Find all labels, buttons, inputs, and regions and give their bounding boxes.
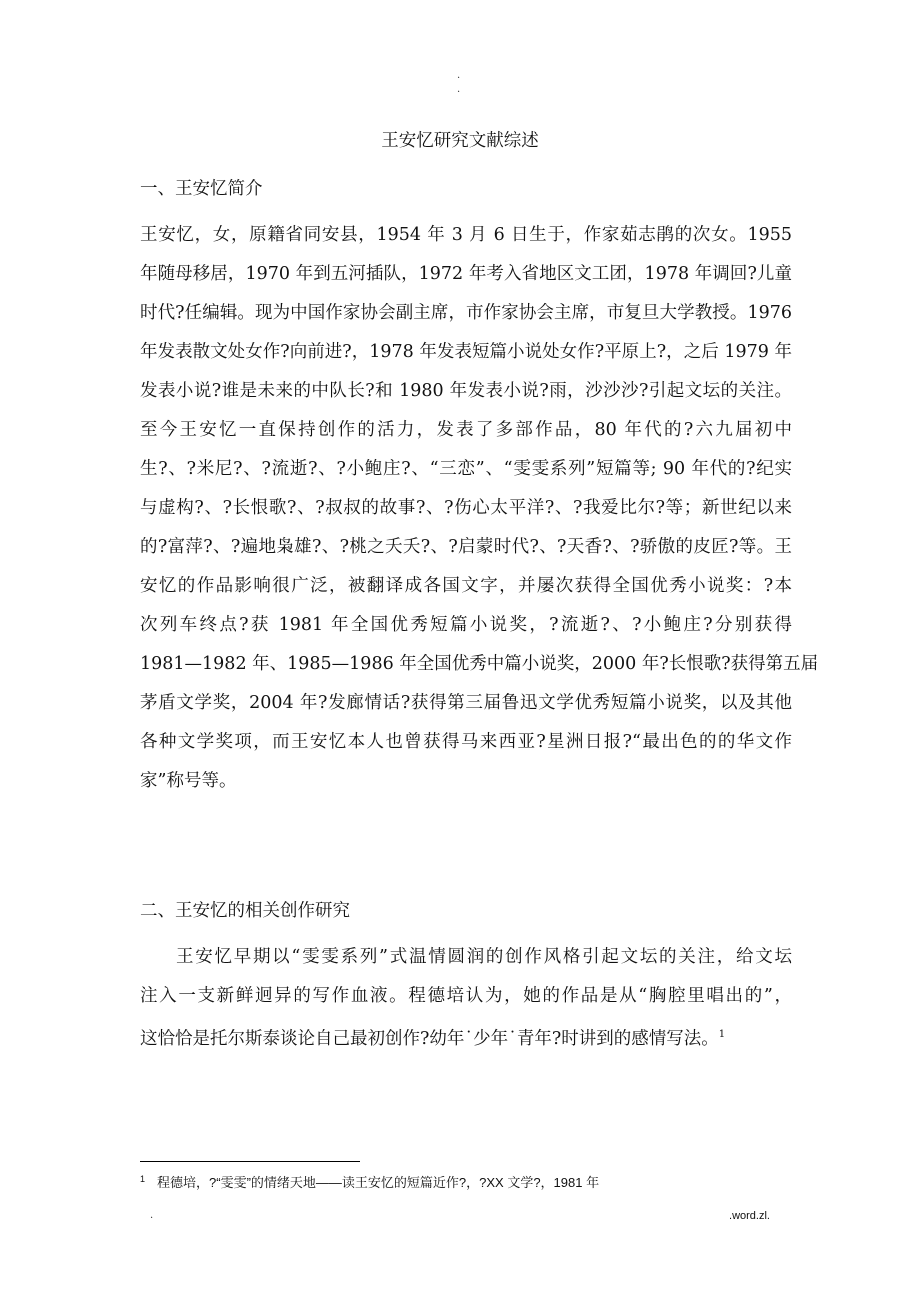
header-mark: . [457,84,461,95]
text-line [140,1024,792,1050]
text-line [140,653,819,675]
text-line-content: 各种文学奖项，而王安忆本人也曾获得马来西亚?星洲日报?“最出色的的华文作 [140,732,792,752]
text-line-content: 时代?任编辑。现为中国作家协会副主席，市作家协会主席，市复旦大学教授。1976 [140,303,792,323]
text-line-content: 安忆的作品影响很广泛，被翻译成各国文字，并屡次获得全国优秀小说奖：?本 [140,576,792,596]
text-line [140,458,792,480]
text-line-content: 次列车终点?获 1981 年全国优秀短篇小说奖，?流逝?、?小鲍庄?分别获得 [140,615,792,635]
text-line-content: 至今王安忆一直保持创作的活力，发表了多部作品，80 年代的?六九届初中 [140,420,792,440]
text-line [140,614,792,636]
text-line [140,341,792,363]
text-line-content: 王安忆早期以“雯雯系列”式温情圆润的创作风格引起文坛的关注，给文坛 [176,947,792,967]
text-line [140,380,792,402]
text-line-content: 这恰恰是托尔斯泰谈论自己最初创作?幼年˙少年˙青年?时讲到的感情写法。 [140,1028,719,1049]
text-line-content: 与虚构?、?长恨歌?、?叔叔的故事?、?伤心太平洋?、?我爱比尔?等；新世纪以来 [140,498,792,518]
text-line [140,302,792,324]
text-line-content: 茅盾文学奖，2004 年?发廊情话?获得第三届鲁迅文学优秀短篇小说奖，以及其他 [140,693,792,713]
text-line [140,770,792,792]
footnote-number: 1 [140,1173,146,1184]
text-line-content: 注入一支新鲜迥异的写作血液。程德培认为，她的作品是从“胸腔里唱出的”， [140,986,792,1006]
text-line [176,946,792,968]
text-line [140,536,792,558]
text-line [140,692,792,714]
footnote-text: 程德培，?“雯雯”的情绪天地——读王安忆的短篇近作?，?XX 文学?，1981 年 [157,1175,600,1190]
footer-right-text: .word.zl. [729,1210,770,1222]
text-line [140,985,792,1007]
text-line [140,497,792,519]
footnote [140,1172,599,1191]
text-line [140,419,792,441]
text-line-content: 王安忆，女，原籍省同安县，1954 年 3 月 6 日生于，作家茹志鹃的次女。1955 [140,225,792,245]
text-line-content: 年随母移居，1970 年到五河插队，1972 年考入省地区文工团，1978 年调回?儿童 [140,264,792,284]
section-heading-1: 一、王安忆简介 [140,179,263,199]
section-heading-2: 二、王安忆的相关创作研究 [140,901,350,921]
footer-left-mark: . [150,1210,154,1221]
text-line-content: 家”称号等。 [140,771,237,791]
text-line [140,731,792,753]
footnote-separator [140,1161,360,1162]
text-line-content: 发表小说?谁是未来的中队长?和 1980 年发表小说?雨，沙沙沙?引起文坛的关注。 [140,381,792,401]
document-title: 王安忆研究文献综述 [381,131,539,151]
text-line-content: 的?富萍?、?遍地枭雄?、?桃之夭夭?、?启蒙时代?、?天香?、?骄傲的皮匠?等。王 [140,537,792,557]
header-mark: . [457,70,461,81]
text-line-content: 生?、?米尼?、?流逝?、?小鲍庄?、“三恋”、“雯雯系列”短篇等; 90 年代的?纪实 [140,459,792,479]
text-line-content: 年发表散文处女作?向前进?，1978 年发表短篇小说处女作?平原上?，之后 1979 年 [140,342,792,362]
text-line [140,575,792,597]
text-line-content: 1981—1982 年、1985—1986 年全国优秀中篇小说奖，2000 年?长恨歌?获得第五届 [140,654,819,674]
footnote-reference[interactable]: 1 [718,1029,726,1040]
text-line [140,224,792,246]
text-line [140,263,792,285]
